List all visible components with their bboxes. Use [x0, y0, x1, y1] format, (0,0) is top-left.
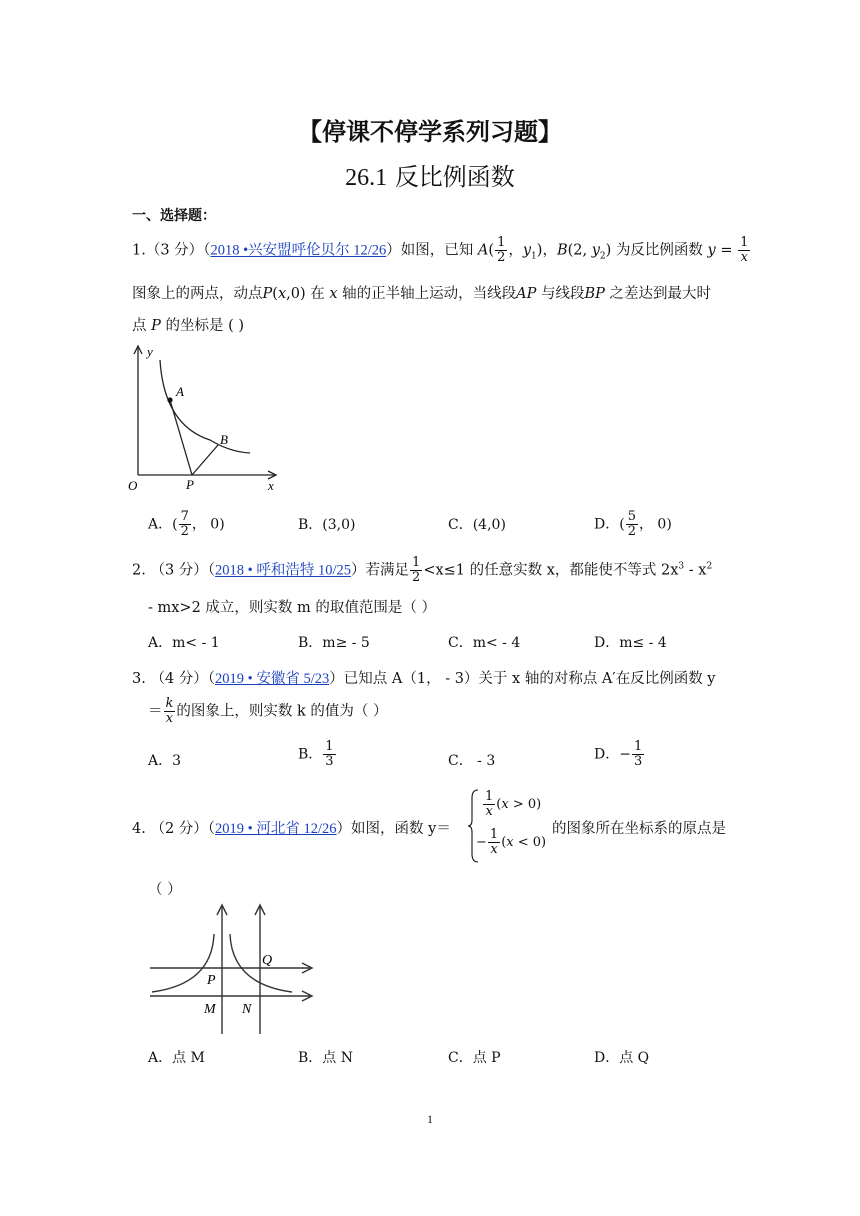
question-3-option-a[interactable]: A．3: [148, 753, 182, 769]
question-1-figure: [120, 340, 290, 495]
option-label: A．(: [148, 516, 178, 533]
question-text: 点: [132, 318, 147, 334]
question-3-line-1: 3. （4 分）（2019 • 安徽省 5/23）已知点 A（1， - 3）关于 x 轴的对称点 A′在反比例函数 y: [132, 671, 716, 687]
point-p-label: P: [207, 973, 216, 988]
question-text: 为反比例函数: [615, 242, 703, 259]
question-4-line-2: （ ）: [148, 882, 182, 898]
origin-label: O: [128, 478, 138, 493]
question-text: 的坐标是 ( ): [165, 318, 245, 334]
point-q-label: Q: [262, 953, 273, 968]
question-4-option-a[interactable]: A．点 M: [148, 1050, 205, 1066]
question-text: 图象上的两点，动点: [132, 286, 263, 302]
question-2-line-1: 2. （3 分）（2018 • 呼和浩特 10/25）若满足 $\frac{1}{2}$ <x≤1 的任意实数 x，都能使不等式 $2x^3 - x^2$: [132, 555, 713, 585]
question-4-option-d[interactable]: D．点 Q: [594, 1050, 650, 1066]
question-3-option-c[interactable]: C． - 3: [448, 753, 496, 769]
question-source-link[interactable]: 2018 •兴安盟呼伦贝尔 12/26: [210, 242, 387, 259]
question-3-option-b[interactable]: B． $\frac{1}{3}$: [298, 739, 334, 769]
lesson-title: [0, 157, 860, 192]
question-4-line-1: 4. （2 分）（2019 • 河北省 12/26）如图，函数 y＝: [132, 821, 451, 837]
option-label: B．: [298, 746, 323, 763]
question-points: （3 分）: [150, 562, 208, 579]
question-text: ）如图，函数 y＝: [336, 821, 451, 837]
fraction: $\frac{1}{2}$: [497, 235, 506, 265]
question-number: 4.: [132, 821, 146, 837]
point-a-label: A: [176, 384, 184, 399]
question-4-figure: [140, 900, 320, 1035]
point-b-label: B: [220, 432, 228, 447]
question-1-line-3: 点 P 的坐标是 ( ): [132, 318, 245, 334]
question-number: 2.: [132, 562, 146, 579]
fraction: $\frac{1}{x}$: [740, 235, 749, 265]
question-text: 在: [310, 286, 325, 302]
question-source-link[interactable]: 2019 • 河北省 12/26: [215, 821, 337, 837]
question-points: （4 分）: [150, 671, 208, 687]
question-text: ）已知点 A（1， - 3）关于 x 轴的对称点 A′在反比例函数 y: [329, 671, 716, 687]
option-label: D．(: [594, 516, 625, 533]
question-1-option-c[interactable]: C．(4,0): [448, 517, 506, 533]
question-source-link[interactable]: 2019 • 安徽省 5/23: [215, 671, 330, 687]
question-2-option-a[interactable]: A．m< - 1: [148, 635, 220, 651]
question-text: 轴的正半轴上运动，当线段: [342, 286, 517, 302]
question-4-option-c[interactable]: C．点 P: [448, 1050, 501, 1066]
question-3-option-d[interactable]: D．− $\frac{1}{3}$: [594, 739, 643, 769]
question-text: 之差达到最大时: [609, 286, 712, 302]
question-text: <x≤1 的任意实数 x，都能使不等式 2x: [423, 562, 679, 579]
question-text: 与线段: [540, 286, 585, 302]
question-2-line-2: - mx>2 成立，则实数 m 的取值范围是（ ）: [148, 600, 436, 616]
lesson-number: 26.1: [345, 165, 388, 191]
question-4-option-b[interactable]: B．点 N: [298, 1050, 353, 1066]
question-1-option-a[interactable]: A．( $\frac{7}{2}$ ， 0): [148, 509, 225, 539]
question-text: ）若满足: [351, 562, 410, 579]
question-number: 3.: [132, 671, 146, 687]
question-1-line-2: 图象上的两点，动点P(x,0) 在 x 轴的正半轴上运动，当线段AP 与线段BP 之差达到最大时: [132, 286, 712, 302]
axis-y-label: y: [147, 344, 153, 359]
question-text: 的图象上，则实数 k 的值为（ ）: [176, 703, 388, 720]
series-title: 【停课不停学系列习题】: [298, 118, 562, 146]
point-n-label: N: [242, 1002, 252, 1017]
question-source-link[interactable]: 2018 • 呼和浩特 10/25: [215, 562, 352, 579]
question-text: ）如图，已知: [386, 242, 474, 259]
question-4-text-tail: 的图象所在坐标系的原点是: [552, 821, 726, 837]
question-3-line-2: ＝ $\frac{k}{x}$ 的图象上，则实数 k 的值为（ ）: [148, 696, 388, 726]
piecewise-function: $\frac{1}{x}$ (x > 0) − $\frac{1}{x}$ (x < 0): [468, 788, 548, 864]
page-number: 1: [427, 1112, 433, 1126]
question-1-option-d[interactable]: D．( $\frac{5}{2}$ ， 0): [594, 509, 672, 539]
question-points: （2 分）: [150, 821, 208, 837]
question-1-line-1: 1.（3 分）（2018 •兴安盟呼伦贝尔 12/26）如图，已知 A( $\frac{1}{2}$ ，$y_1$)，B(2, $y_2$) 为反比例函数 y = $\frac{1}{x}$: [132, 235, 749, 265]
question-2-option-c[interactable]: C．m< - 4: [448, 635, 521, 651]
option-label: D．: [594, 746, 620, 763]
point-p-label: P: [186, 477, 194, 492]
section-label: 一、选择题：: [132, 208, 216, 224]
point-m-label: M: [204, 1002, 216, 1017]
question-2-option-b[interactable]: B．m≥ - 5: [298, 635, 370, 651]
question-2-option-d[interactable]: D．m≤ - 4: [594, 635, 667, 651]
lesson-name: 反比例函数: [394, 163, 515, 191]
question-1-option-b[interactable]: B．(3,0): [298, 517, 356, 533]
question-points: （3 分）: [145, 242, 204, 259]
axis-x-label: x: [268, 478, 274, 493]
question-number: 1.: [132, 242, 146, 259]
question-text: - x: [684, 562, 707, 579]
